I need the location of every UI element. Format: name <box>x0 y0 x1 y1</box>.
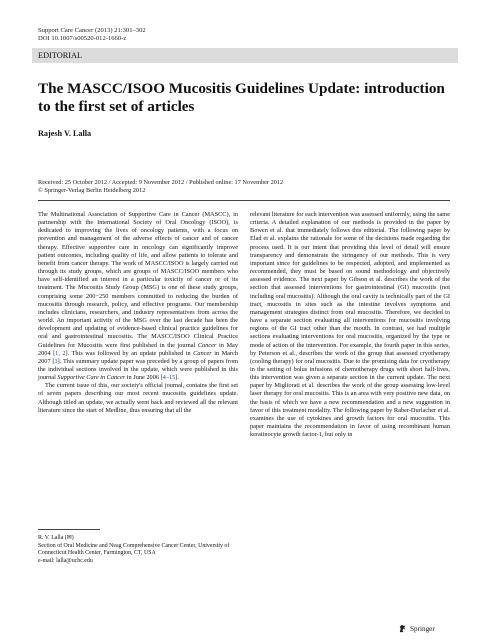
journal-name: Supportive Care in Cancer <box>57 374 126 382</box>
mail-icon: (✉) <box>64 535 74 541</box>
body-column-right <box>250 211 450 439</box>
publication-dates <box>38 179 283 195</box>
journal-name: Cancer <box>197 341 217 349</box>
author-affiliation <box>38 535 243 565</box>
paragraph: relevant literature for each intervention was assessed uniformly, using the same criteria. A detailed explanation of our methods is provided in the paper by Bowen et al. that immediately follows this editorial. The following paper by Elad et al. explains the rationale for some of the decisions made regarding the process used. It is our intent that providing this level of detail will ensure transparency and demonstrate the stringency of our methods. This is very important since for guidelines to be respected, adopted, and implemented as recommended, they must be based on sound methodology and objectively assessed evidence. The next paper by Gibson et al. describes the work of the section that assessed interventions for gastrointestinal (GI) mucositis (not including oral mucositis). Although the oral cavity is technically part of the GI tract, mucositis in sites such as the intestine involves symptoms and management strategies distinct from oral mucositis. Therefore, we decided to have a separate section evaluating all interventions for mucositis involving regions of the GI tract other than the mouth. In contrast, we had multiple sections evaluating interventions for oral mucositis, organized by the type or mode of action of the intervention. For example, the fourth paper in this series, by Peterson et al., describes the work of the group that assessed cryotherapy (cooling therapy) for oral mucositis. Due to the promising data for cryotherapy in the setting of bolus infusions of chemotherapy drugs with short half-lives, this intervention was given a separate section in the current update. The next paper by Migliorati et al. describes the work of the group assessing low-level laser therapy for oral mucositis. This is an area with very positive new data, on the basis of which we have a new recommendation and a new suggestion in favor of this treatment modality. The following paper by Raber-Durlacher et al. examines the use of cytokines and growth factors for oral mucositis. This paper maintains the recommendation in favor of using recombinant human keratinocyte growth factor-1, but only in <box>250 211 450 439</box>
body-column-left <box>38 211 238 415</box>
citation-link[interactable]: 4–15 <box>162 374 176 382</box>
affiliation-email[interactable]: e-mail: lalla@uchc.edu <box>38 557 93 564</box>
affiliation-department: Section of Oral Medicine and Neag Comprehensive Cancer Center, University of Connecticut Health Center, Farmington, CT, USA <box>38 542 230 557</box>
dates-line: Received: 25 October 2012 / Accepted: 9 November 2012 / Published online: 17 November 2012 <box>38 179 284 186</box>
publisher-name: Springer <box>410 624 435 633</box>
journal-line: Support Care Cancer (2013) 21:301–302 <box>38 27 146 34</box>
footnote-divider <box>38 529 100 530</box>
journal-citation <box>38 27 146 43</box>
author-name: Rajesh V. Lalla <box>38 129 92 138</box>
citation-link[interactable]: 1 <box>55 349 59 357</box>
paragraph: The Multinational Association of Supportive Care in Cancer (MASCC), in partnership with the International Society of Oral Oncology (ISOO), is dedicated to improving the lives of oncology patients, with a focus on prevention and management of the adverse effects of cancer and of cancer therapy. Effective supportive care in oncology can significantly improve patient outcomes, including quality of life, and allow patients to tolerate and benefit from cancer therapy. The work of MASCC/ISOO is largely carried out through its study groups, which are groups of MASCC/ISOO members who have self-identified an interest in a particular toxicity of cancer or of its treatment. The Mucositis Study Group (MSG) is one of these study groups, comprising some 200−250 members committed to reducing the burden of mucositis through research, policy, and effective programs. Our membership includes clinicians, researchers, and industry representatives from across the world. An important activity of the MSG over the last decade has been the development and updating of evidence-based clinical practice guidelines for oral and gastrointestinal mucositis. The MASCC/ISOO Clinical Practice Guidelines for Mucositis were first published in the journal Cancer in May 2004 [1, 2]. This was followed by an update published in Cancer in March 2007 [3]. This summary update paper was preceded by a group of papers from the individual sections involved in the update, which were published in this journal Supportive Care in Cancer in June 2006 [4–15]. <box>38 211 239 382</box>
citation-link[interactable]: 3 <box>54 357 58 365</box>
copyright-line: © Springer-Verlag Berlin Heidelberg 2012 <box>38 187 146 194</box>
section-label: EDITORIAL <box>32 48 458 63</box>
springer-horse-icon <box>398 624 407 633</box>
citation-link[interactable]: 2 <box>62 349 66 357</box>
publisher-logo <box>398 624 435 633</box>
affiliation-name: R. V. Lalla <box>38 535 64 541</box>
article-title: The MASCC/ISOO Mucositis Guidelines Update: introduction to the first set of articles <box>38 80 445 115</box>
journal-name: Cancer <box>193 349 212 357</box>
header-divider <box>38 200 450 201</box>
doi-line[interactable]: DOI 10.1007/s00520-012-1660-z <box>38 35 127 43</box>
paragraph: The current issue of this, our society's official journal, contains the first set of seven papers describing our most recent mucositis guidelines update. Although titled an update, we actually went back and reviewed all the relevant literature since the start of Medline, thus ensuring that all the <box>38 382 238 414</box>
